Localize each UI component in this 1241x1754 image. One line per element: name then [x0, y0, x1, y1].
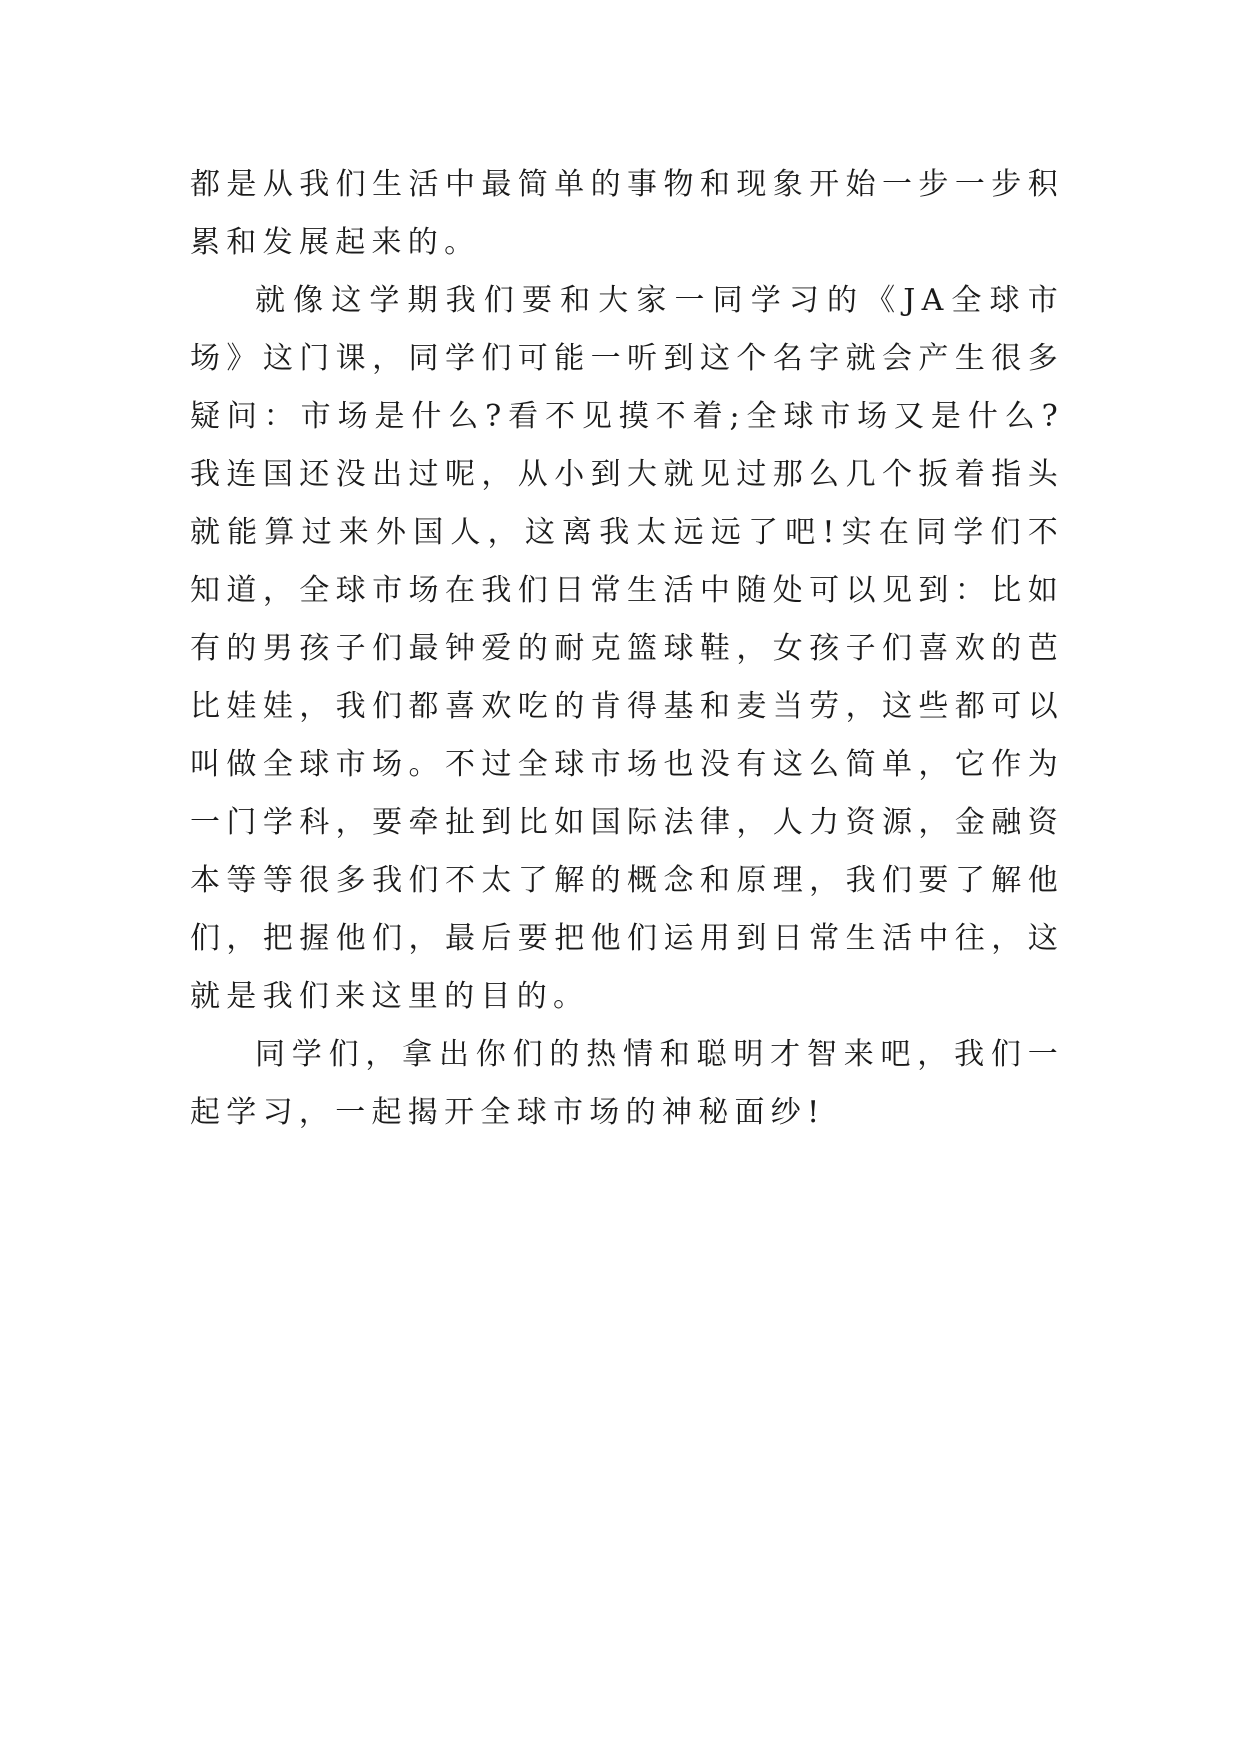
paragraph-continuation: 都是从我们生活中最简单的事物和现象开始一步一步积累和发展起来的。	[190, 167, 1064, 260]
document-body	[190, 156, 1064, 1142]
paragraph-closing: 同学们，拿出你们的热情和聪明才智来吧，我们一起学习，一起揭开全球市场的神秘面纱!	[190, 1037, 1064, 1130]
paragraph-course-intro: 就像这学期我们要和大家一同学习的《JA全球市场》这门课，同学们可能一听到这个名字就会产生很多疑问：市场是什么?看不见摸不着;全球市场又是什么?我连国还没出过呢，从小到大就见过那么几个扳着指头就能算过来外国人，这离我太远远了吧!实在同学们不知道，全球市场在我们日常生活中随处可以见到：比如有的男孩子们最钟爱的耐克篮球鞋，女孩子们喜欢的芭比娃娃，我们都喜欢吃的肯得基和麦当劳，这些都可以叫做全球市场。不过全球市场也没有这么简单，它作为一门学科，要牵扯到比如国际法律，人力资源，金融资本等等很多我们不太了解的概念和原理，我们要了解他们，把握他们，最后要把他们运用到日常生活中往，这就是我们来这里的目的。	[190, 283, 1064, 1014]
